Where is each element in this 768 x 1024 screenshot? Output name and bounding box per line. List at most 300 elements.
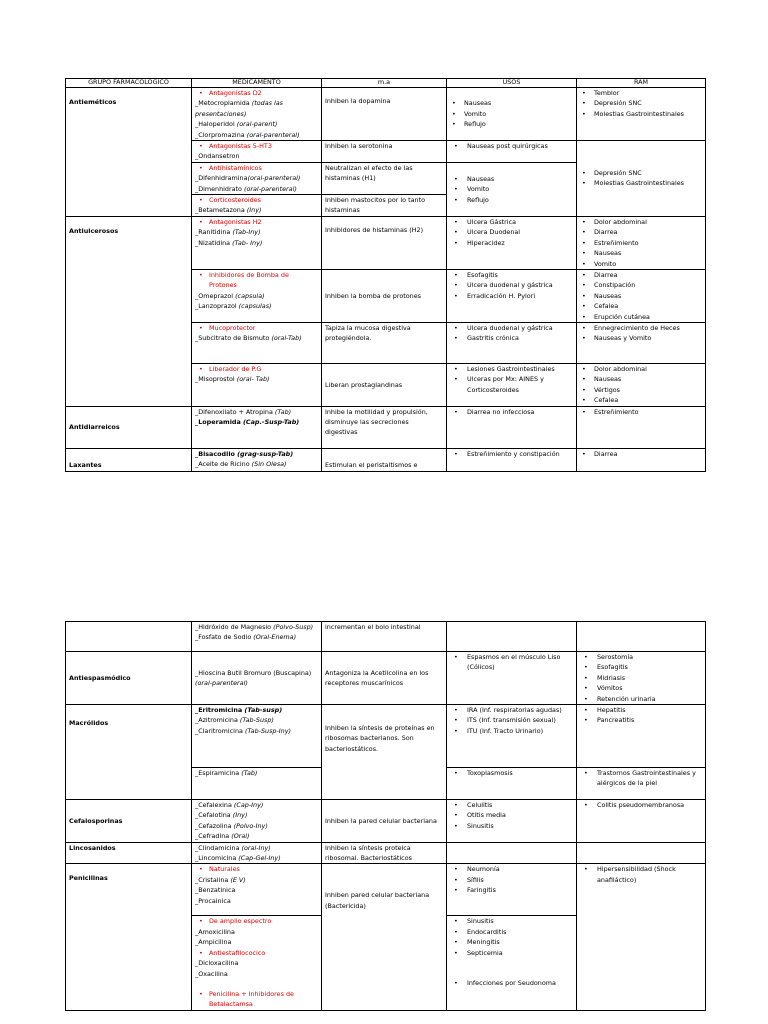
medication-item xyxy=(195,958,318,968)
drug-class-label: • De amplio espectro xyxy=(195,916,318,926)
med-list xyxy=(195,333,318,343)
med-list xyxy=(195,800,318,842)
bullet-item: • Diarrea no infecciosa xyxy=(450,407,573,417)
bullet-item: • Nauseas xyxy=(580,374,702,384)
ma-cell: Inhiben la síntesis proteica ribosomal. Bacteriostáticos xyxy=(322,842,447,864)
medication-name: _Hidróxido de Magnesio xyxy=(195,623,274,631)
bullet-item: • Diarrea xyxy=(580,227,702,237)
med-list xyxy=(195,668,318,689)
medication-form: (E V) xyxy=(230,875,246,884)
medication-name: _Metocroplamida xyxy=(195,99,252,108)
bullet-item: • Depresión SNC xyxy=(580,98,702,108)
ram-cell xyxy=(577,141,706,217)
medication-name: _Misoprostol xyxy=(195,375,237,384)
medication-item xyxy=(195,301,318,311)
medication-form: (oral-parenteral) xyxy=(195,679,248,688)
medicamento-cell xyxy=(192,622,322,652)
bullet-item: • Faringitis xyxy=(450,885,573,895)
medication-item xyxy=(195,831,318,841)
medication-name: _Aceite de Ricino xyxy=(195,459,252,468)
medication-form: (grag-susp-Tab) xyxy=(237,449,294,458)
medication-form: (Oral) xyxy=(231,832,250,841)
table-row xyxy=(66,88,706,141)
usos-cell xyxy=(447,916,577,1010)
ram-list xyxy=(580,270,702,322)
ram-cell xyxy=(577,216,706,269)
bullet-item: • Celulitis xyxy=(450,800,573,810)
medicamento-cell xyxy=(192,916,322,1010)
drug-class-label: • Naturales xyxy=(195,864,318,874)
medicamento-cell xyxy=(192,322,322,363)
bullet-item: • Ulcera duodenal y gástrica xyxy=(450,323,573,333)
usos-list xyxy=(450,141,573,151)
usos-cell xyxy=(447,363,577,406)
medication-item xyxy=(195,668,318,689)
usos-list xyxy=(450,978,573,988)
header-ma: m.a xyxy=(322,79,447,88)
bullet-item: • Diarrea xyxy=(580,270,702,280)
bullet-item: • Nauseas xyxy=(580,248,702,258)
table-row xyxy=(66,652,706,705)
ram-list xyxy=(580,407,702,417)
medicamento-cell xyxy=(192,216,322,269)
ma-cell: incrementan el bolo intestinal xyxy=(322,622,447,652)
bullet-item: • Cefalea xyxy=(580,301,702,311)
medication-name: _Haloperidol xyxy=(195,120,237,129)
medication-item xyxy=(195,622,318,632)
header-grupo: GRUPO FARMACOLOGICO xyxy=(66,79,192,88)
group-cell: Penicilinas xyxy=(66,864,192,1010)
bullet-item: • Nauseas y Vomito xyxy=(580,333,702,343)
medication-item xyxy=(195,407,318,417)
medication-item xyxy=(195,715,318,725)
med-list xyxy=(195,227,318,248)
medication-name: _Espiramicina xyxy=(195,769,242,778)
ram-cell xyxy=(577,768,706,800)
medication-form: (oral-parenteral) xyxy=(243,184,297,193)
bullet-item: • Hepatitis xyxy=(580,705,702,715)
table-row xyxy=(66,842,706,864)
usos-cell xyxy=(447,652,577,705)
usos-cell xyxy=(447,88,577,141)
ram-list xyxy=(580,768,702,789)
medication-form: (capsula) xyxy=(235,291,265,300)
medication-item xyxy=(195,374,318,384)
med-list xyxy=(195,958,318,979)
bullet-item: • Depresión SNC xyxy=(580,168,702,178)
medication-item xyxy=(195,291,318,301)
bullet-item: • Midriasis xyxy=(580,673,702,683)
usos-cell xyxy=(447,448,577,471)
medication-name: _Oxacilina xyxy=(195,969,228,978)
medication-item xyxy=(195,969,318,979)
medication-item xyxy=(195,810,318,820)
medication-form: (Cap.-Susp-Tab) xyxy=(243,417,300,426)
usos-list xyxy=(450,323,573,344)
bullet-item: • Espasmos en el músculo Liso (Cólicos) xyxy=(450,652,573,673)
medication-name: _Cefazolina xyxy=(195,821,234,830)
spacer xyxy=(195,979,318,989)
usos-cell xyxy=(447,162,577,216)
ma-cell: Inhibidores de histaminas (H2) xyxy=(322,216,447,269)
usos-cell xyxy=(447,842,577,864)
bullet-item: • Dolor abdominal xyxy=(580,364,702,374)
usos-cell xyxy=(447,216,577,269)
medication-item xyxy=(195,843,318,853)
ma-cell: Inhiben la bomba de protones xyxy=(322,269,447,322)
medicamento-cell xyxy=(192,88,322,141)
medication-item xyxy=(195,238,318,248)
ram-cell xyxy=(577,269,706,322)
ram-list xyxy=(580,705,702,726)
table-row xyxy=(66,216,706,269)
medicamento-cell xyxy=(192,768,322,800)
med-list xyxy=(195,622,318,643)
medication-name: _Dicloxacilina xyxy=(195,959,239,968)
medication-name: _Claritromicina xyxy=(195,726,245,735)
bullet-item: • Nauseas xyxy=(580,291,702,301)
bullet-item: • Meningitis xyxy=(450,937,573,947)
medication-name: _Ondansetron xyxy=(195,152,240,161)
bullet-item: • Ennegrecimiento de Heces xyxy=(580,323,702,333)
med-list xyxy=(195,374,318,384)
drug-class-label: • Mucoprotector xyxy=(195,323,318,333)
medication-name: _Eritromicina xyxy=(195,706,245,715)
ram-list xyxy=(580,168,702,189)
usos-list xyxy=(450,217,573,248)
medication-item xyxy=(195,98,318,119)
medication-item xyxy=(195,459,318,469)
med-list xyxy=(195,875,318,906)
bullet-item: • Vomito xyxy=(450,109,573,119)
med-list xyxy=(195,98,318,140)
medication-name: _Subcitrato de Bismuto xyxy=(195,334,272,343)
ma-cell: Inhiben la serotonina xyxy=(322,141,447,163)
usos-cell xyxy=(447,768,577,800)
table-row xyxy=(66,864,706,916)
ram-cell xyxy=(577,864,706,1010)
bullet-item: • Sífilis xyxy=(450,875,573,885)
table-row xyxy=(66,406,706,448)
spacer xyxy=(450,958,573,978)
usos-cell xyxy=(447,622,577,652)
medication-form: (oral-parent) xyxy=(236,120,278,129)
ram-list xyxy=(580,364,702,406)
drug-class-label: • Antagonistas D2 xyxy=(195,88,318,98)
medicamento-cell xyxy=(192,363,322,406)
med-list xyxy=(195,151,318,161)
medicamento-cell xyxy=(192,162,322,194)
ram-list xyxy=(580,217,702,269)
medication-item xyxy=(195,184,318,194)
medicamento-cell xyxy=(192,800,322,843)
bullet-item: • Colitis pseudomembranosa xyxy=(580,800,702,810)
medication-name: _Hioscina Butil Bromuro (Buscapina) xyxy=(195,668,312,677)
bullet-item: • Nauseas xyxy=(450,98,573,108)
med-list xyxy=(195,927,318,948)
medication-name: _Nizatidina xyxy=(195,238,233,247)
bullet-item: • Nauseas post quirúrgicas xyxy=(450,141,573,151)
bullet-item: • Vómitos xyxy=(580,683,702,693)
medicamento-cell xyxy=(192,406,322,448)
ram-list xyxy=(580,652,702,704)
bullet-item: • Cefalea xyxy=(580,395,702,405)
medication-form: (Tab-susp) xyxy=(244,706,283,715)
bullet-item: • Vomito xyxy=(580,259,702,269)
drug-class-label: • Penicilina + Inhibidores de Betalactamsa xyxy=(195,989,318,1010)
drug-class-label: • Liberador de P.G xyxy=(195,364,318,374)
med-list xyxy=(195,768,318,778)
usos-list xyxy=(450,916,573,958)
medication-name: _Clorpromazina xyxy=(195,130,247,139)
bullet-item: • ITU (Inf. Tracto Urinario) xyxy=(450,726,573,736)
bullet-item: • Sinusitis xyxy=(450,821,573,831)
medication-name: _Azitromicina xyxy=(195,716,240,725)
table-row xyxy=(66,448,706,471)
bullet-item: • Erradicación H. Pylori xyxy=(450,291,573,301)
medication-name: _Cefradina xyxy=(195,832,232,841)
usos-cell xyxy=(447,406,577,448)
medication-item xyxy=(195,927,318,937)
medication-name: _Betametazona xyxy=(195,206,247,215)
ram-list xyxy=(580,800,702,810)
medication-form: (Tab- Iny) xyxy=(232,238,263,247)
medication-item xyxy=(195,896,318,906)
medication-name: _Bisacodilo xyxy=(195,449,238,458)
bullet-item: • Hiperacidez xyxy=(450,238,573,248)
ram-cell xyxy=(577,705,706,768)
pharmacology-table-1 xyxy=(65,78,706,472)
bullet-item: • Molestias Gastrointestinales xyxy=(580,178,702,188)
ram-list xyxy=(580,88,702,119)
medication-form: (Oral-Enema) xyxy=(253,633,297,642)
ram-cell xyxy=(577,363,706,406)
ram-cell xyxy=(577,622,706,652)
medication-name: _Difenhidramina xyxy=(195,174,248,183)
bullet-item: • IRA (Inf. respiratorias agudas) xyxy=(450,705,573,715)
bullet-item: • Trastornos Gastrointestinales y alérgicos de la piel xyxy=(580,768,702,789)
ma-cell: Neutralizan el efecto de las histaminas (H1) xyxy=(322,162,447,194)
header-ram: RAM xyxy=(577,79,706,88)
medication-form: (Cap-Iny) xyxy=(233,801,264,810)
group-cell: Antiespasmódico xyxy=(66,652,192,705)
medication-form: (oral-Tab) xyxy=(271,334,302,343)
bullet-item: • ITS (Inf. transmisión sexual) xyxy=(450,715,573,725)
medicamento-cell xyxy=(192,195,322,217)
medication-item xyxy=(195,705,318,715)
medication-item xyxy=(195,205,318,215)
medication-item xyxy=(195,875,318,885)
bullet-item: • Ulcera Duodenal xyxy=(450,227,573,237)
usos-list xyxy=(450,768,573,778)
medication-item xyxy=(195,151,318,161)
ma-cell: Inhiben la síntesis de proteínas en ribosomas bacterianos. Son bacteriostáticos. xyxy=(322,705,447,800)
bullet-item: • Constipación xyxy=(580,280,702,290)
med-list xyxy=(195,449,318,470)
group-cell: Laxantes xyxy=(66,448,192,471)
bullet-item: • Infecciones por Seudonoma xyxy=(450,978,573,988)
group-cell: Cefalosporinas xyxy=(66,800,192,843)
medication-item xyxy=(195,853,318,863)
bullet-item: • Erupción cutánea xyxy=(580,312,702,322)
bullet-item: • Sinusitis xyxy=(450,916,573,926)
ram-cell xyxy=(577,406,706,448)
group-cell: Macrólidos xyxy=(66,705,192,800)
bullet-item: • Hipersensibilidad (Shock anafiláctico) xyxy=(580,864,702,885)
medication-form: (Tab-Susp) xyxy=(239,716,274,725)
ma-cell: Liberan prostaglandinas xyxy=(322,363,447,406)
medication-form: (Tab) xyxy=(274,407,292,416)
ram-cell xyxy=(577,842,706,864)
drug-class-label: • Corticosteroides xyxy=(195,195,318,205)
usos-list xyxy=(450,652,573,673)
usos-list xyxy=(450,98,573,129)
medication-form: (oral-Iny) xyxy=(241,843,271,852)
bullet-item: • Estreñimiento xyxy=(580,407,702,417)
table-row xyxy=(66,622,706,652)
medication-form: (Iny) xyxy=(232,811,248,820)
drug-class-label: • Antihistamínicos xyxy=(195,163,318,173)
bullet-item: • Molestias Gastrointestinales xyxy=(580,109,702,119)
ma-cell: Inhiben pared celular bacteriana (Bactericida) xyxy=(322,864,447,1010)
usos-cell xyxy=(447,800,577,843)
medication-name: _Clindamicina xyxy=(195,843,242,852)
medication-name: _Benzatinica xyxy=(195,886,236,895)
medication-name: _Ampicilina xyxy=(195,938,232,947)
bullet-item: • Nauseas xyxy=(450,174,573,184)
usos-list xyxy=(450,705,573,736)
medication-form: (oral-parenteral) xyxy=(247,174,301,183)
bullet-item: • Ulcera duodenal y gástrica xyxy=(450,280,573,290)
medication-item xyxy=(195,885,318,895)
usos-list xyxy=(450,174,573,205)
ma-cell: Inhiben la dopamina xyxy=(322,88,447,141)
group-cell xyxy=(66,622,192,652)
ram-list xyxy=(580,864,702,885)
usos-list xyxy=(450,449,573,459)
medication-form: (Tab) xyxy=(241,769,258,778)
medication-name: _Loperamida xyxy=(195,417,243,426)
drug-class-label: • Antiestafilococico xyxy=(195,948,318,958)
bullet-item: • Dolor abdominal xyxy=(580,217,702,227)
medication-name: _Procainica xyxy=(195,896,231,905)
medication-name: _Lanzoprazol xyxy=(195,302,239,311)
medication-item xyxy=(195,130,318,140)
medication-item xyxy=(195,726,318,736)
medication-item xyxy=(195,173,318,183)
table-row xyxy=(66,705,706,768)
medication-form: (oral- Tab) xyxy=(236,375,270,384)
ram-cell xyxy=(577,88,706,141)
med-list xyxy=(195,291,318,312)
bullet-item: • Neumonía xyxy=(450,864,573,874)
medicamento-cell xyxy=(192,842,322,864)
usos-cell xyxy=(447,705,577,768)
header-usos: USOS xyxy=(447,79,577,88)
header-row xyxy=(66,79,706,88)
ma-cell: Antagoniza la Acetilcolina en los receptores muscarínicos xyxy=(322,652,447,705)
usos-cell xyxy=(447,269,577,322)
bullet-item: • Ulceras por Mx: AINES y Corticosteroides xyxy=(450,374,573,395)
medication-item xyxy=(195,800,318,810)
medication-name: _Omeprazol xyxy=(195,291,236,300)
ma-cell: Inhiben mastocitos por lo tanto histaminas xyxy=(322,195,447,217)
medication-item xyxy=(195,632,318,642)
group-cell: Antieméticos xyxy=(66,88,192,217)
bullet-item: • Estreñimiento y constipación xyxy=(450,449,573,459)
med-list xyxy=(195,205,318,215)
ram-cell xyxy=(577,448,706,471)
medication-name: _Lincomicina xyxy=(195,854,239,863)
med-list xyxy=(195,843,318,864)
medication-form: (Iny) xyxy=(246,206,262,215)
drug-class-label: • Antagonistas 5-HT3 xyxy=(195,141,318,151)
medication-form: (capsulas) xyxy=(238,302,272,311)
usos-list xyxy=(450,864,573,895)
bullet-item: • Esofagitis xyxy=(580,662,702,672)
usos-list xyxy=(450,800,573,831)
ram-cell xyxy=(577,322,706,363)
usos-list xyxy=(450,407,573,417)
bullet-item: • Toxoplasmosis xyxy=(450,768,573,778)
medicamento-cell xyxy=(192,864,322,916)
drug-class-label: • Antagonistas H2 xyxy=(195,217,318,227)
bullet-item: • Vértigos xyxy=(580,385,702,395)
medication-form: (Sin Olesa) xyxy=(251,459,287,468)
group-cell: Antiulcerosos xyxy=(66,216,192,406)
bullet-item: • Vomito xyxy=(450,184,573,194)
bullet-item: • Pancreatitis xyxy=(580,715,702,725)
medicamento-cell xyxy=(192,652,322,705)
group-cell: Antidiarreicos xyxy=(66,406,192,448)
ram-list xyxy=(580,323,702,344)
usos-list xyxy=(450,364,573,395)
ma-cell: Tapiza la mucosa digestiva protegiéndola. xyxy=(322,322,447,363)
usos-cell xyxy=(447,322,577,363)
medicamento-cell xyxy=(192,705,322,768)
medication-item xyxy=(195,937,318,947)
bullet-item: • Endocarditis xyxy=(450,927,573,937)
bullet-item: • Ulcera Gástrica xyxy=(450,217,573,227)
medication-name: _Amoxicilina xyxy=(195,927,235,936)
pharmacology-table-2 xyxy=(65,621,706,1011)
ma-cell: Inhiben la pared celular bacteriana xyxy=(322,800,447,843)
medication-item xyxy=(195,449,318,459)
medication-form: (oral-parenteral) xyxy=(246,130,300,139)
ram-cell xyxy=(577,652,706,705)
med-list xyxy=(195,173,318,194)
medication-item xyxy=(195,417,318,427)
medication-form: (Tab-Susp-Iny) xyxy=(244,726,291,735)
medication-item xyxy=(195,227,318,237)
bullet-item: • Serostomía xyxy=(580,652,702,662)
medication-form: (Polvo-Iny) xyxy=(233,821,268,830)
ma-cell: Estimulan el peristaltismos e xyxy=(322,448,447,471)
bullet-item: • Temblor xyxy=(580,88,702,98)
medicamento-cell xyxy=(192,269,322,322)
bullet-item: • Reflujo xyxy=(450,119,573,129)
bullet-item: • Diarrea xyxy=(580,449,702,459)
usos-list xyxy=(450,270,573,301)
usos-cell xyxy=(447,864,577,916)
medicamento-cell xyxy=(192,448,322,471)
bullet-item: • Estreñimiento xyxy=(580,238,702,248)
bullet-item: • Esofagitis xyxy=(450,270,573,280)
medication-item xyxy=(195,119,318,129)
bullet-item: • Lesiones Gastrointestinales xyxy=(450,364,573,374)
med-list xyxy=(195,705,318,736)
bullet-item: • Otitis media xyxy=(450,810,573,820)
